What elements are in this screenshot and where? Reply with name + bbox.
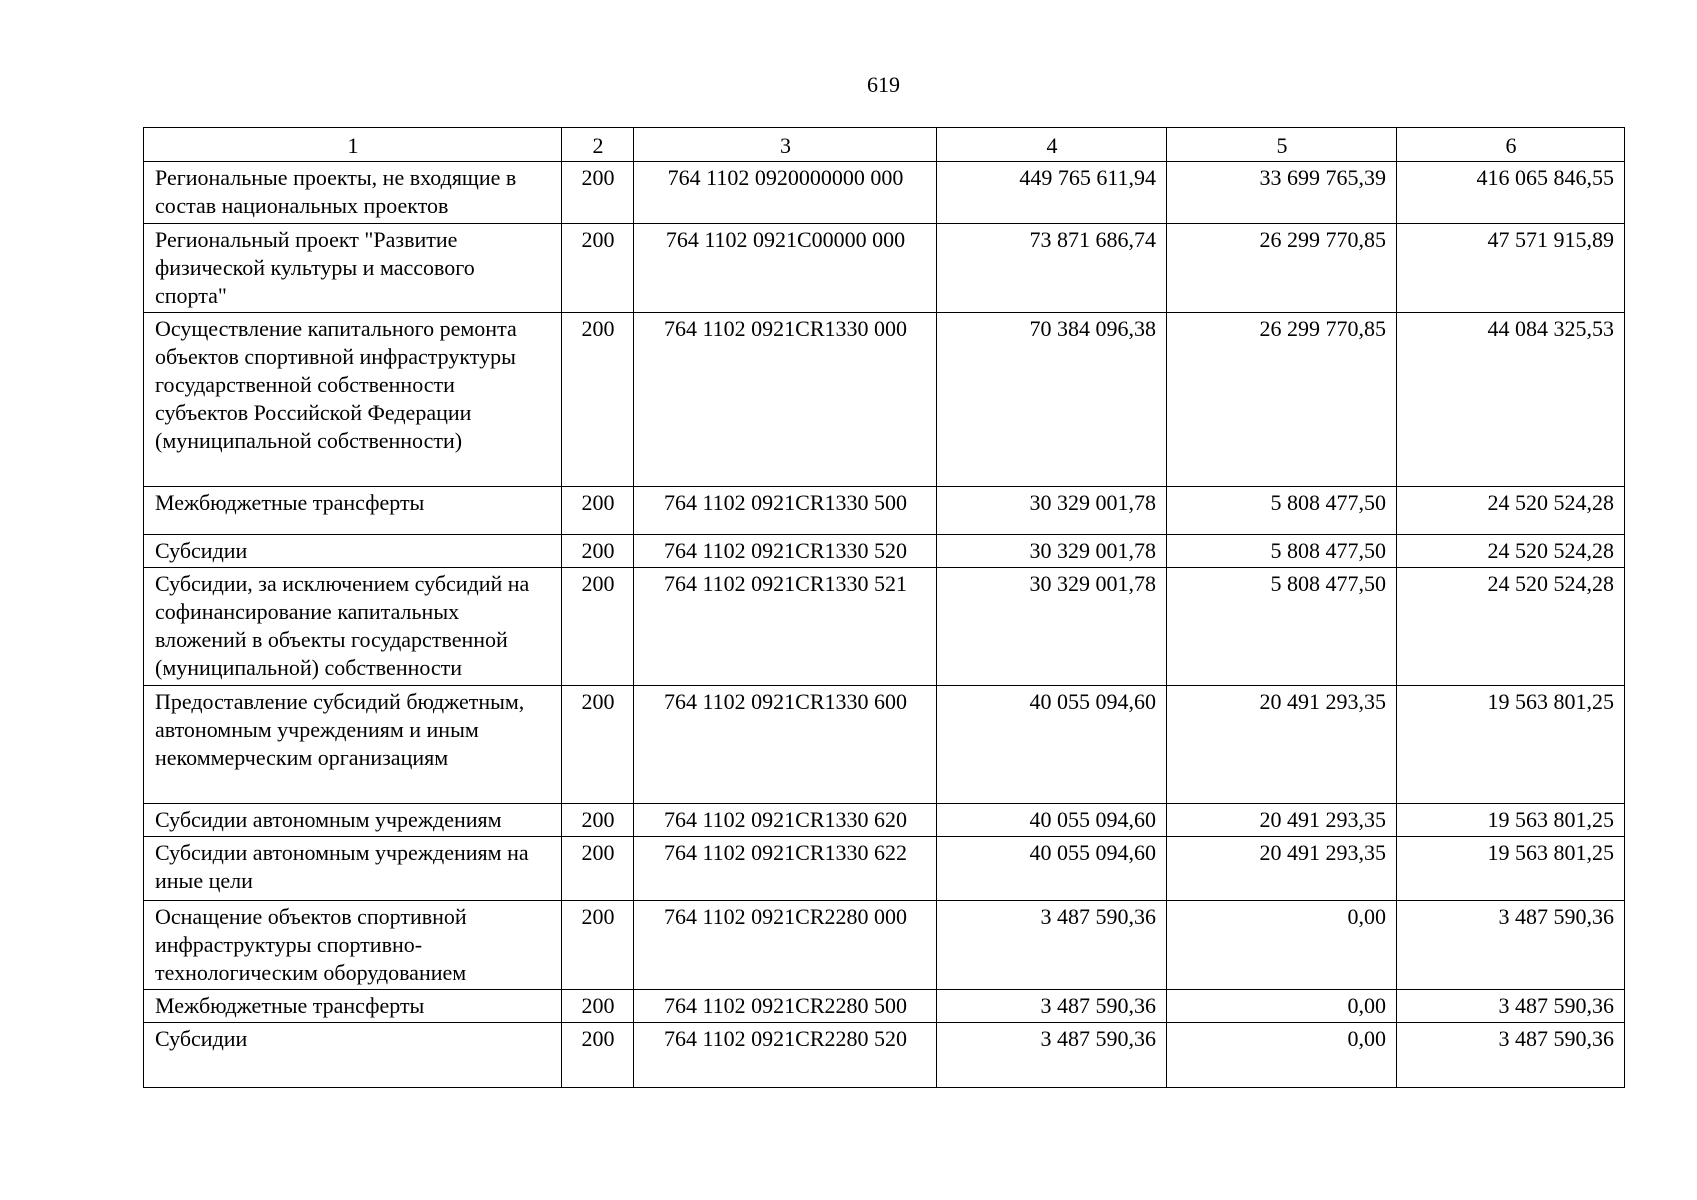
row-col6-cell: 19 563 801,25: [1397, 804, 1625, 837]
row-col6-cell: 3 487 590,36: [1397, 901, 1625, 990]
row-col4-cell: 30 329 001,78: [937, 535, 1167, 568]
row-code-cell: 764 1102 0921CR2280 000: [634, 901, 937, 990]
row-col5-cell: 20 491 293,35: [1167, 686, 1397, 804]
table-row: [144, 162, 1625, 224]
row-col4-cell: 449 765 611,94: [937, 162, 1167, 224]
table-row: [144, 686, 1625, 804]
header-cell-2: 2: [562, 128, 634, 162]
row-col6-cell: 24 520 524,28: [1397, 568, 1625, 686]
row-col2-cell: 200: [562, 901, 634, 990]
row-col2-cell: 200: [562, 162, 634, 224]
table-row: [144, 837, 1625, 901]
row-col2-cell: 200: [562, 224, 634, 313]
row-col2-cell: 200: [562, 1023, 634, 1088]
header-cell-5: 5: [1167, 128, 1397, 162]
header-row: [144, 128, 1625, 162]
row-code-cell: 764 1102 0921C00000 000: [634, 224, 937, 313]
row-name-cell: Субсидии автономным учреждениям: [144, 804, 562, 837]
row-col2-cell: 200: [562, 568, 634, 686]
row-col4-cell: 40 055 094,60: [937, 686, 1167, 804]
table-row: [144, 990, 1625, 1023]
row-col5-cell: 20 491 293,35: [1167, 804, 1397, 837]
row-name-cell: Субсидии: [144, 1023, 562, 1088]
row-col5-cell: 0,00: [1167, 990, 1397, 1023]
row-col6-cell: 19 563 801,25: [1397, 686, 1625, 804]
row-code-cell: 764 1102 0921CR1330 000: [634, 313, 937, 487]
row-col5-cell: 20 491 293,35: [1167, 837, 1397, 901]
row-code-cell: 764 1102 0921CR2280 500: [634, 990, 937, 1023]
row-col2-cell: 200: [562, 535, 634, 568]
header-cell-4: 4: [937, 128, 1167, 162]
table-row: [144, 535, 1625, 568]
row-col6-cell: 47 571 915,89: [1397, 224, 1625, 313]
row-col2-cell: 200: [562, 990, 634, 1023]
row-col6-cell: 19 563 801,25: [1397, 837, 1625, 901]
page-number: 619: [867, 72, 900, 97]
table-row: [144, 224, 1625, 313]
row-code-cell: 764 1102 0921CR1330 622: [634, 837, 937, 901]
budget-table: [143, 127, 1625, 1088]
row-col2-cell: 200: [562, 804, 634, 837]
row-name-cell: Субсидии: [144, 535, 562, 568]
row-name-cell: Субсидии, за исключением субсидий на софинансирование капитальных вложений в объекты государственной (муниципальной) собственности: [144, 568, 562, 686]
row-col6-cell: 44 084 325,53: [1397, 313, 1625, 487]
row-col6-cell: 3 487 590,36: [1397, 990, 1625, 1023]
row-col4-cell: 3 487 590,36: [937, 990, 1167, 1023]
row-col5-cell: 5 808 477,50: [1167, 487, 1397, 535]
row-name-cell: Осуществление капитального ремонта объектов спортивной инфраструктуры государственной собственности субъектов Российской Федерации (муниципальной собственности): [144, 313, 562, 487]
row-col2-cell: 200: [562, 837, 634, 901]
row-name-cell: Региональные проекты, не входящие в состав национальных проектов: [144, 162, 562, 224]
row-col5-cell: 26 299 770,85: [1167, 224, 1397, 313]
row-col4-cell: 73 871 686,74: [937, 224, 1167, 313]
row-code-cell: 764 1102 0921CR1330 520: [634, 535, 937, 568]
table-row: [144, 568, 1625, 686]
row-col4-cell: 70 384 096,38: [937, 313, 1167, 487]
row-col2-cell: 200: [562, 487, 634, 535]
row-code-cell: 764 1102 0921CR1330 600: [634, 686, 937, 804]
row-code-cell: 764 1102 0921CR1330 521: [634, 568, 937, 686]
row-code-cell: 764 1102 0920000000 000: [634, 162, 937, 224]
header-cell-1: 1: [144, 128, 562, 162]
row-code-cell: 764 1102 0921CR1330 620: [634, 804, 937, 837]
row-col5-cell: 5 808 477,50: [1167, 535, 1397, 568]
row-col4-cell: 30 329 001,78: [937, 487, 1167, 535]
row-name-cell: Региональный проект "Развитие физической культуры и массового спорта": [144, 224, 562, 313]
row-col6-cell: 416 065 846,55: [1397, 162, 1625, 224]
row-name-cell: Межбюджетные трансферты: [144, 990, 562, 1023]
row-col5-cell: 0,00: [1167, 1023, 1397, 1088]
row-code-cell: 764 1102 0921CR1330 500: [634, 487, 937, 535]
row-col6-cell: 24 520 524,28: [1397, 535, 1625, 568]
row-col6-cell: 24 520 524,28: [1397, 487, 1625, 535]
row-col4-cell: 40 055 094,60: [937, 837, 1167, 901]
table-row: [144, 313, 1625, 487]
table-row: [144, 901, 1625, 990]
table-row: [144, 487, 1625, 535]
row-col4-cell: 3 487 590,36: [937, 1023, 1167, 1088]
row-col5-cell: 33 699 765,39: [1167, 162, 1397, 224]
row-col2-cell: 200: [562, 686, 634, 804]
row-col5-cell: 0,00: [1167, 901, 1397, 990]
row-name-cell: Оснащение объектов спортивной инфраструктуры спортивно-технологическим оборудованием: [144, 901, 562, 990]
row-col5-cell: 26 299 770,85: [1167, 313, 1397, 487]
row-col4-cell: 40 055 094,60: [937, 804, 1167, 837]
row-col4-cell: 3 487 590,36: [937, 901, 1167, 990]
header-cell-3: 3: [634, 128, 937, 162]
row-code-cell: 764 1102 0921CR2280 520: [634, 1023, 937, 1088]
row-name-cell: Субсидии автономным учреждениям на иные цели: [144, 837, 562, 901]
row-col5-cell: 5 808 477,50: [1167, 568, 1397, 686]
row-col2-cell: 200: [562, 313, 634, 487]
row-col4-cell: 30 329 001,78: [937, 568, 1167, 686]
row-col6-cell: 3 487 590,36: [1397, 1023, 1625, 1088]
row-name-cell: Предоставление субсидий бюджетным, автономным учреждениям и иным некоммерческим организациям: [144, 686, 562, 804]
table-row: [144, 804, 1625, 837]
row-name-cell: Межбюджетные трансферты: [144, 487, 562, 535]
table-row: [144, 1023, 1625, 1088]
header-cell-6: 6: [1397, 128, 1625, 162]
